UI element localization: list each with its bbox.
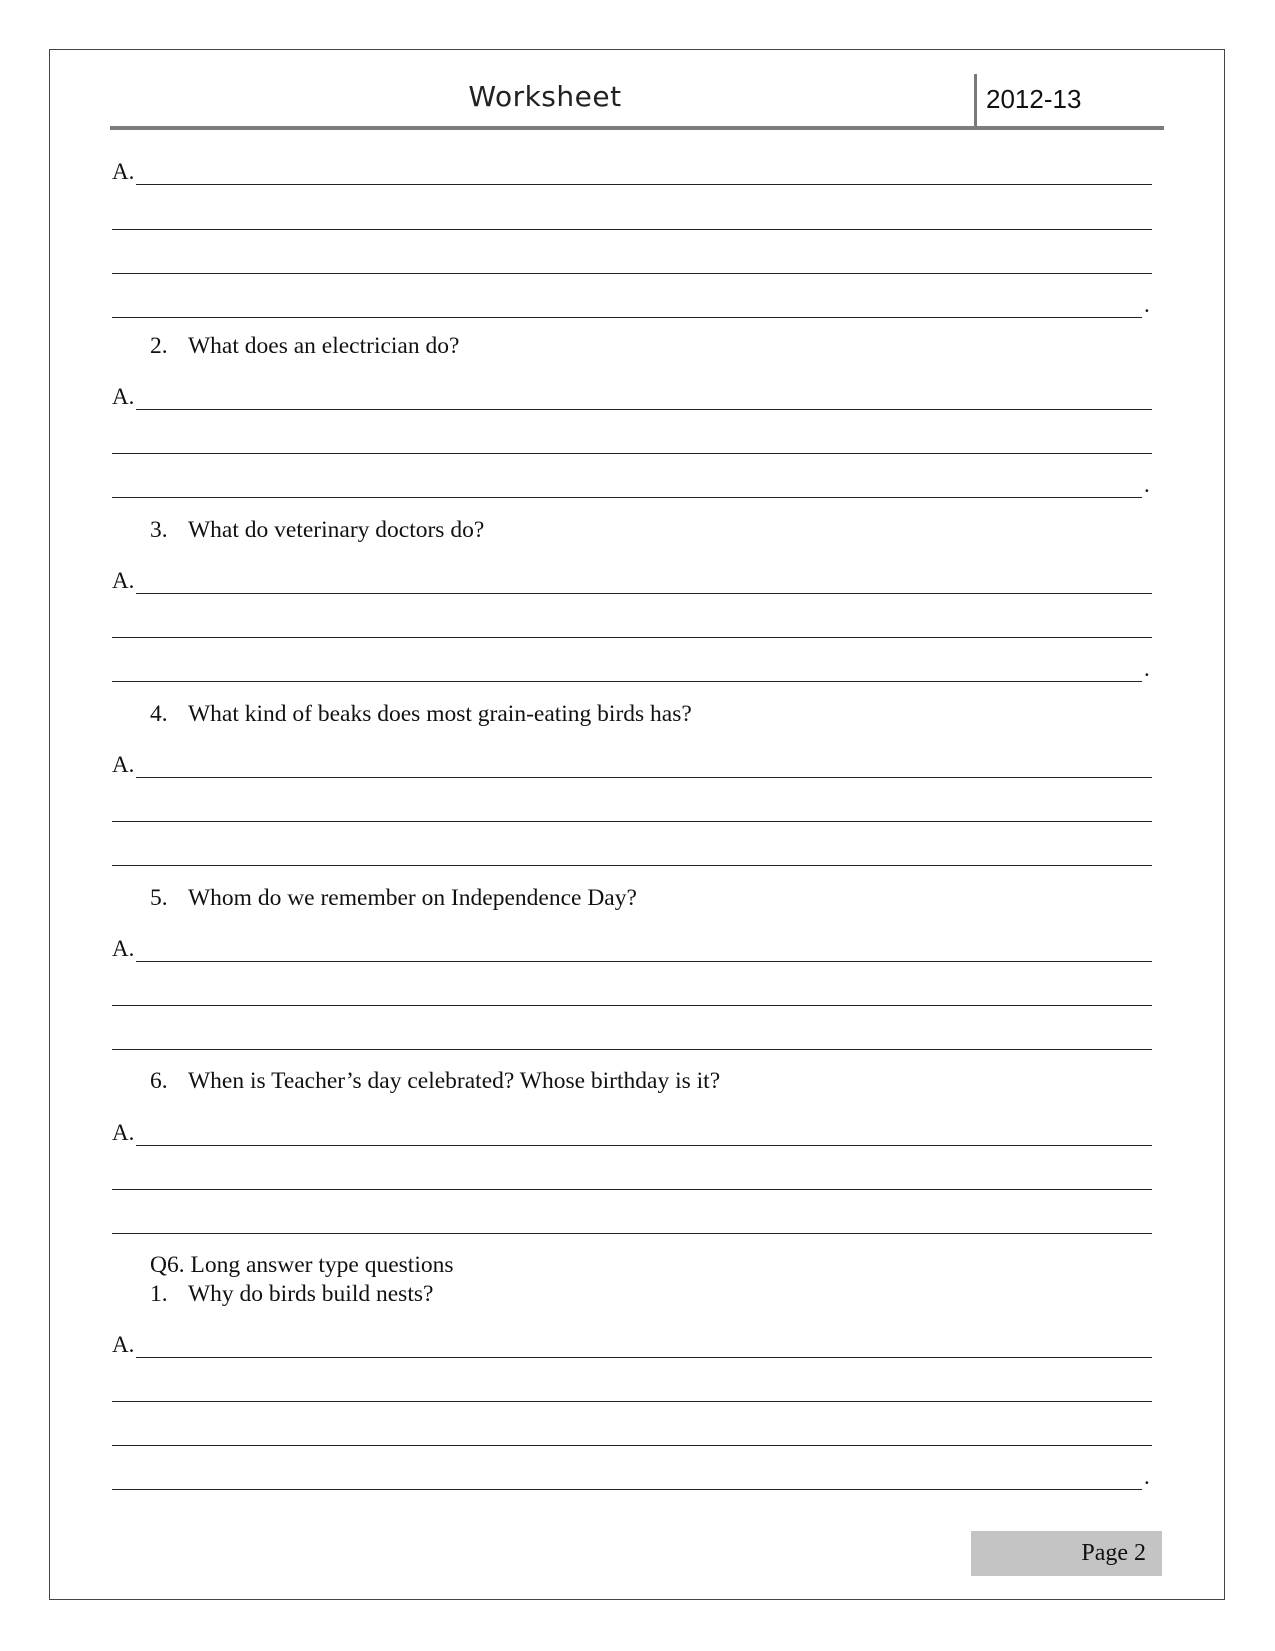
- header-rule: [110, 126, 1164, 130]
- question-number: 5.: [150, 885, 168, 911]
- answer-line[interactable]: [112, 936, 1152, 962]
- academic-year: 2012-13: [986, 84, 1082, 114]
- question-number: 2.: [150, 333, 168, 359]
- question-number: 3.: [150, 517, 168, 543]
- answer-line[interactable]: [112, 840, 1152, 866]
- answer-line[interactable]: [112, 1332, 1152, 1358]
- answer-label: A.: [112, 384, 135, 409]
- question-number: 4.: [150, 701, 168, 727]
- answer-line[interactable]: [112, 1420, 1152, 1446]
- section-title: Q6. Long answer type questions: [150, 1252, 454, 1278]
- line-end-mark: .: [1144, 656, 1150, 681]
- answer-line[interactable]: [112, 292, 1152, 318]
- answer-line[interactable]: [112, 1208, 1152, 1234]
- question-text: Why do birds build nests?: [188, 1281, 434, 1307]
- answer-label: A.: [112, 936, 135, 961]
- line-end-mark: .: [1144, 1464, 1150, 1489]
- question-4: [150, 700, 692, 728]
- question-6: [150, 1067, 720, 1095]
- answer-line[interactable]: [112, 159, 1152, 185]
- answer-line[interactable]: [112, 428, 1152, 454]
- header-divider: [974, 74, 977, 126]
- long-question-1: [150, 1280, 433, 1308]
- question-text: What do veterinary doctors do?: [188, 517, 485, 543]
- question-text: Whom do we remember on Independence Day?: [188, 885, 637, 911]
- answer-line[interactable]: [112, 1120, 1152, 1146]
- answer-line[interactable]: [112, 1464, 1152, 1490]
- answer-label: A.: [112, 1120, 135, 1145]
- answer-line[interactable]: [112, 1164, 1152, 1190]
- question-5: [150, 884, 637, 912]
- answer-label: A.: [112, 568, 135, 593]
- answer-line[interactable]: [112, 796, 1152, 822]
- answer-line[interactable]: [112, 1376, 1152, 1402]
- answer-line[interactable]: [112, 204, 1152, 230]
- answer-label: A.: [112, 752, 135, 777]
- answer-line[interactable]: [112, 568, 1152, 594]
- line-end-mark: .: [1144, 472, 1150, 497]
- answer-line[interactable]: [112, 384, 1152, 410]
- question-2: [150, 332, 459, 360]
- question-text: What kind of beaks does most grain-eating birds has?: [188, 701, 692, 727]
- answer-line[interactable]: [112, 612, 1152, 638]
- question-number: 1.: [150, 1281, 168, 1307]
- question-text: When is Teacher’s day celebrated? Whose birthday is it?: [188, 1068, 721, 1094]
- question-3: [150, 516, 484, 544]
- answer-label: A.: [112, 159, 135, 184]
- answer-line[interactable]: [112, 752, 1152, 778]
- worksheet-title: Worksheet: [468, 80, 622, 113]
- question-number: 6.: [150, 1068, 168, 1094]
- question-text: What does an electrician do?: [188, 333, 460, 359]
- answer-label: A.: [112, 1332, 135, 1357]
- answer-line[interactable]: [112, 1024, 1152, 1050]
- answer-line[interactable]: [112, 472, 1152, 498]
- page-number: Page 2: [971, 1531, 1162, 1576]
- line-end-mark: .: [1144, 292, 1150, 317]
- answer-line[interactable]: [112, 656, 1152, 682]
- page-border: [49, 49, 1225, 1600]
- answer-line[interactable]: [112, 248, 1152, 274]
- answer-line[interactable]: [112, 980, 1152, 1006]
